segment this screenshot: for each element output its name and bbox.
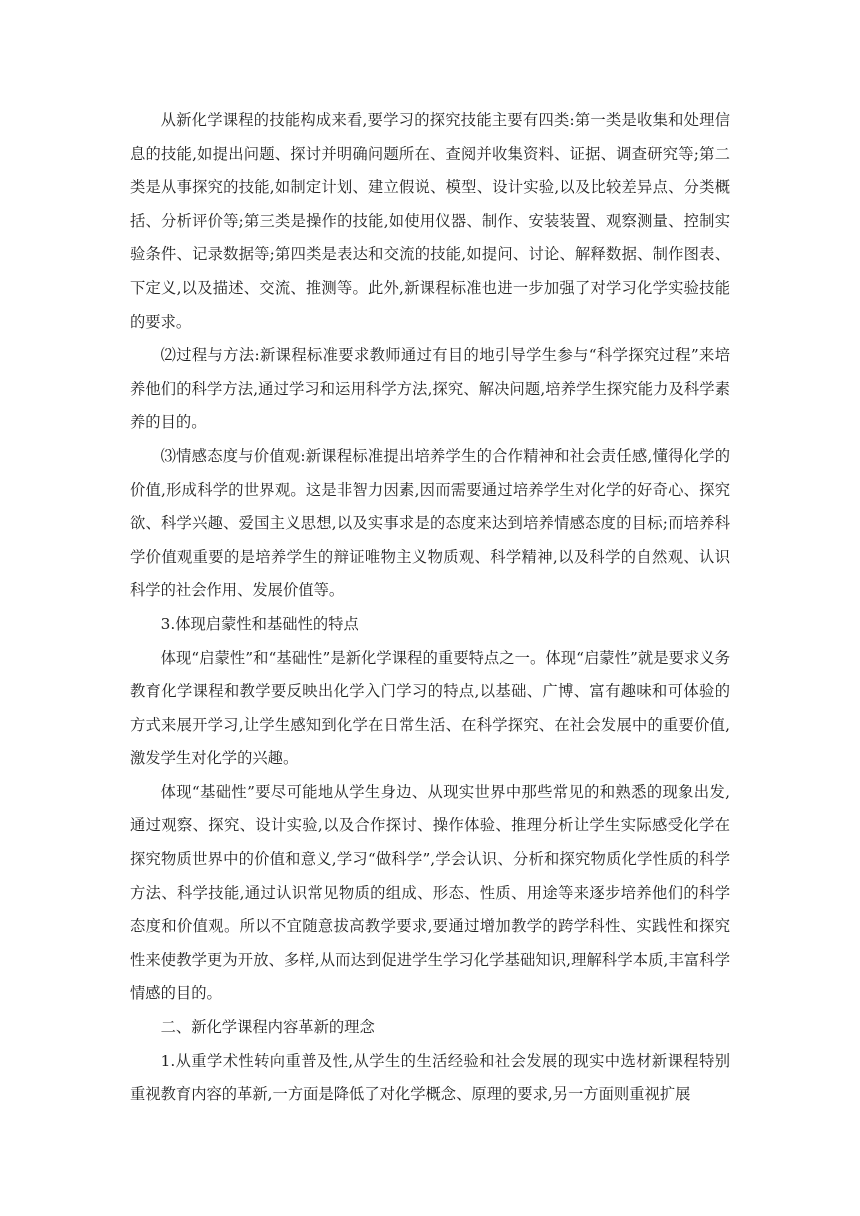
section-heading-enlightenment: 3.体现启蒙性和基础性的特点	[160, 614, 359, 633]
paragraph-process-methods: ⑵过程与方法:新课程标准要求教师通过有目的地引导学生参与“科学探究过程”来培养他们的科学方法,通过学习和运用科学方法,探究、解决问题,培养学生探究能力及科学素养的目的。	[130, 346, 730, 432]
section-heading-content-innovation: 二、新化学课程内容革新的理念	[160, 1018, 375, 1037]
document-body	[130, 104, 730, 1112]
paragraph-emotion-values: ⑶情感态度与价值观:新课程标准提出培养学生的合作精神和社会责任感,懂得化学的价值,形成科学的世界观。这是非智力因素,因而需要通过培养学生对化学的好奇心、探究欲、科学兴趣、爱国主义思想,以及实事求是的态度来达到培养情感态度的目标;而培养科学价值观重要的是培养学生的辩证唯物主义物质观、科学精神,以及科学的自然观、认识科学的社会作用、发展价值等。	[130, 446, 730, 600]
paragraph-foundation: 体现“基础性”要尽可能地从学生身边、从现实世界中那些常见的和熟悉的现象出发,通过观察、探究、设计实验,以及合作探讨、操作体验、推理分析让学生实际感受化学在探究物质世界中的价值和意义,学习“做科学”,学会认识、分析和探究物质化学性质的科学方法、科学技能,通过认识常见物质的组成、形态、性质、用途等来逐步培养他们的科学态度和价值观。所以不宜随意拔高教学要求,要通过增加教学的跨学科性、实践性和探究性来使教学更为开放、多样,从而达到促进学生学习化学基础知识,理解科学本质,丰富科学情感的目的。	[130, 782, 730, 1003]
paragraph-inquiry-skills: 从新化学课程的技能构成来看,要学习的探究技能主要有四类:第一类是收集和处理信息的技能,如提出问题、探讨并明确问题所在、查阅并收集资料、证据、调查研究等;第二类是从事探究的技能,如制定计划、建立假说、模型、设计实验,以及比较差异点、分类概括、分析评价等;第三类是操作的技能,如使用仪器、制作、安装装置、观察测量、控制实验条件、记录数据等;第四类是表达和交流的技能,如提问、讨论、解释数据、制作图表、下定义,以及描述、交流、推测等。此外,新课程标准也进一步加强了对学习化学实验技能的要求。	[130, 111, 730, 331]
paragraph-enlightenment: 体现“启蒙性”和“基础性”是新化学课程的重要特点之一。体现“启蒙性”就是要求义务教育化学课程和教学要反映出化学入门学习的特点,以基础、广博、富有趣味和可体验的方式来展开学习,让学生感知到化学在日常生活、在科学探究、在社会发展中的重要价值,激发学生对化学的兴趣。	[130, 648, 730, 768]
paragraph-popularization: 1.从重学术性转向重普及性,从学生的生活经验和社会发展的现实中选材新课程特别重视教育内容的革新,一方面是降低了对化学概念、原理的要求,另一方面则重视扩展	[130, 1051, 730, 1104]
